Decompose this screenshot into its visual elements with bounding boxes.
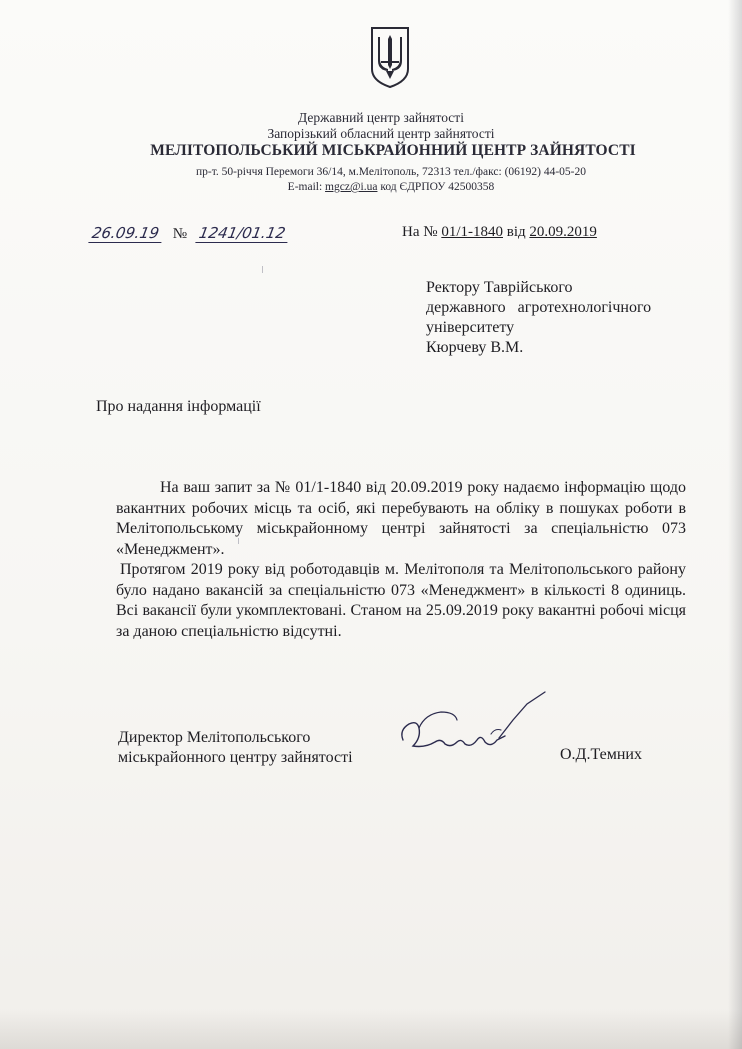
letterhead-contacts <box>20 181 742 193</box>
page-bottom-shadow <box>0 1009 742 1049</box>
number-sign: № <box>172 226 188 242</box>
letterhead-address: пр-т. 50-річчя Перемоги 36/14, м.Мелітополь, 72313 тел./факс: (06192) 44-05-20 <box>195 166 587 178</box>
letter-body <box>116 478 686 642</box>
reply-number: 01/1-1840 <box>441 224 503 240</box>
email-label: E-mail: <box>287 181 323 193</box>
reply-date: 20.09.2019 <box>529 224 597 240</box>
paper-speck <box>238 538 239 544</box>
addressee-line-3: університету <box>426 319 515 336</box>
incoming-reference <box>402 224 597 241</box>
outgoing-reference <box>90 224 289 243</box>
addressee-line-2: державного агротехнологічного <box>426 299 652 316</box>
letterhead-line-2: Запорізький обласний центр зайнятості <box>267 126 495 141</box>
letterhead-line-1: Державний центр зайнятості <box>298 110 464 125</box>
signatory-title-line-1: Директор Мелітопольського <box>118 729 311 746</box>
letterhead-org-name: МЕЛІТОПОЛЬСЬКИЙ МІСЬКРАЙОННИЙ ЦЕНТР ЗАЙНЯТОСТІ <box>150 142 636 159</box>
email-link[interactable]: mgcz@i.ua <box>325 181 378 193</box>
handwritten-signature <box>395 690 555 760</box>
code-label: код ЄДРПОУ 42500358 <box>380 181 495 193</box>
reply-from: від <box>506 224 526 240</box>
addressee-block <box>426 278 651 358</box>
addressee-line-4: Кюрчеву В.М. <box>426 339 524 356</box>
addressee-line-1: Ректору Таврійського <box>426 279 573 296</box>
body-paragraph-1: На ваш запит за № 01/1-1840 від 20.09.2019 року надаємо інформацію щодо вакантних робочих місць та осіб, які перебувають на обліку в пошуках роботи в Мелітопольському міськрайонному центрі зайнятості за спеціальністю 073 «Менеджмент». <box>116 479 686 558</box>
outgoing-number: 1241/01.12 <box>195 224 291 243</box>
signatory-title-line-2: міськрайонного центру зайнятості <box>118 749 353 766</box>
signatory-title <box>118 728 353 768</box>
reply-prefix: На № <box>402 224 438 240</box>
outgoing-date: 26.09.19 <box>88 224 164 243</box>
signer-name: О.Д.Темних <box>560 746 642 763</box>
letter-subject: Про надання інформації <box>96 398 261 415</box>
paper-speck <box>262 266 263 273</box>
coat-of-arms-icon <box>369 25 411 89</box>
body-paragraph-2: Протягом 2019 року від роботодавців м. Мелітополя та Мелітопольського району було надано вакансій за спеціальністю 073 «Менеджмент» в кількості 8 одиниць. Всі вакансії були укомплектовані. Станом на 25.09.2019 року вакантні робочі місця за даною спеціальністю відсутні. <box>116 561 686 640</box>
